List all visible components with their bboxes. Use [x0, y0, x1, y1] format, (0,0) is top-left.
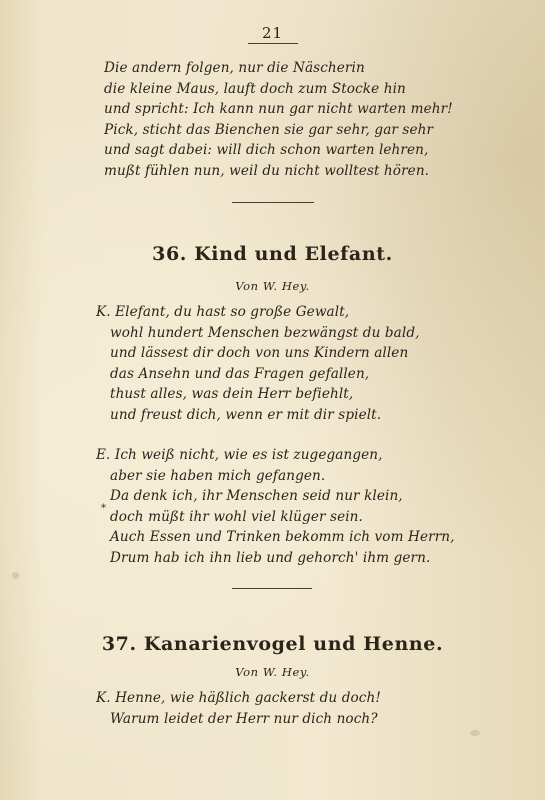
- poem-37-title: 37. Kanarienvogel und Henne.: [101, 633, 444, 655]
- margin-mark: *: [101, 503, 106, 514]
- paper-stain: [12, 572, 19, 579]
- verse-line: Drum hab ich ihn lieb und gehorch' ihm gern.: [110, 549, 431, 566]
- verse-line: das Ansehn und das Fragen gefallen,: [110, 365, 370, 382]
- poem-37-stanza: [96, 688, 381, 729]
- verse-line: und spricht: Ich kann nun gar nicht warten mehr!: [104, 101, 453, 117]
- verse-line: aber sie haben mich gefangen.: [110, 467, 326, 484]
- poem-36-author: Von W. Hey.: [235, 279, 310, 293]
- verse-line: mußt fühlen nun, weil du nicht wolltest hören.: [104, 162, 430, 179]
- poem-36-stanza-1: [96, 302, 420, 425]
- verse-line: thust alles, was dein Herr befiehlt,: [110, 386, 354, 402]
- verse-line: und lässest dir doch von uns Kindern allen: [110, 345, 409, 361]
- paper-stain: [470, 730, 480, 736]
- verse-line: K. Elefant, du hast so große Gewalt,: [96, 304, 350, 320]
- section-divider: [232, 588, 312, 589]
- verse-line: und sagt dabei: will dich schon warten lehren,: [104, 142, 429, 158]
- verse-line: und freust dich, wenn er mit dir spielt.: [110, 406, 382, 423]
- top-poem-stanza: [104, 58, 453, 181]
- verse-line: Warum leidet der Herr nur dich noch?: [110, 710, 378, 727]
- verse-line: Pick, sticht das Bienchen sie gar sehr, gar sehr: [104, 121, 434, 138]
- section-divider: [232, 202, 314, 203]
- poem-37-author: Von W. Hey.: [235, 665, 310, 679]
- verse-line: K. Henne, wie häßlich gackerst du doch!: [96, 690, 381, 706]
- page-number-rule: [248, 43, 298, 44]
- verse-line: Die andern folgen, nur die Näscherin: [104, 60, 365, 76]
- poem-36-title: 36. Kind und Elefant.: [152, 243, 393, 265]
- verse-line: Da denk ich, ihr Menschen seid nur klein,: [110, 488, 403, 504]
- verse-line: die kleine Maus, lauft doch zum Stocke hin: [104, 80, 406, 97]
- verse-line: doch müßt ihr wohl viel klüger sein.: [110, 508, 363, 525]
- verse-line: E. Ich weiß nicht, wie es ist zugegangen,: [96, 447, 383, 463]
- poem-36-stanza-2: [96, 445, 455, 568]
- verse-line: Auch Essen und Trinken bekomm ich vom Herrn,: [110, 529, 455, 545]
- page-number: 21: [261, 24, 284, 42]
- verse-line: wohl hundert Menschen bezwängst du bald,: [110, 324, 420, 341]
